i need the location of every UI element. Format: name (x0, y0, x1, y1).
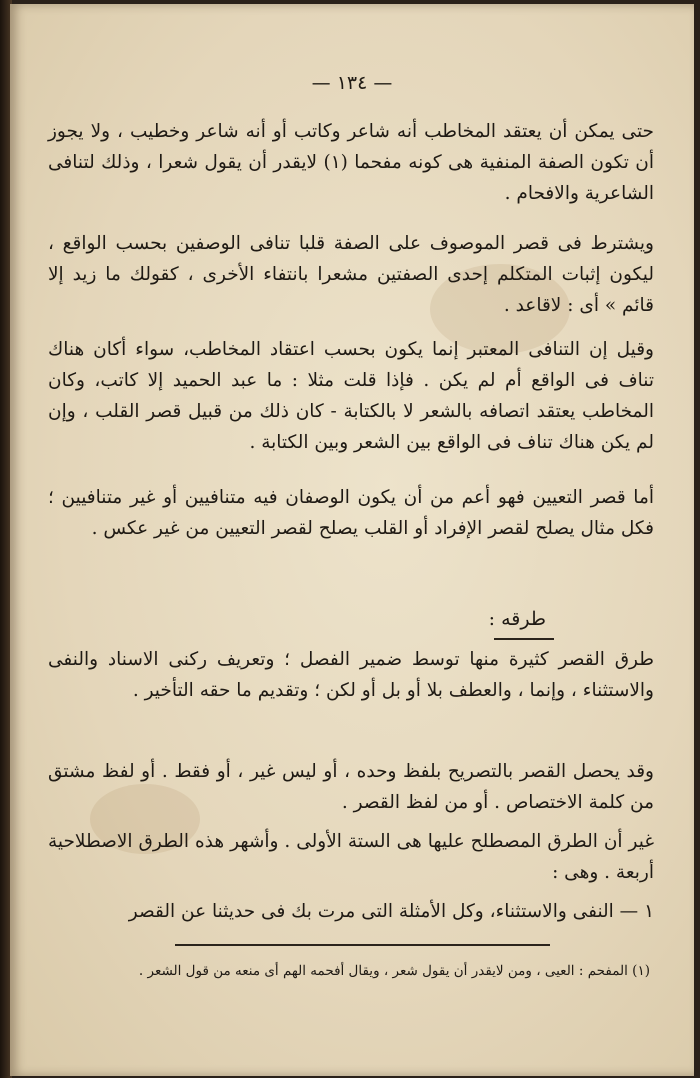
paragraph-3: وقيل إن التنافى المعتبر إنما يكون بحسب اعتقاد المخاطب، سواء أكان هناك تناف فى الواقع أم لم يكن . فإذا قلت مثلا : ما عبد الحميد إلا كاتب، وكان المخاطب يعتقد اتصافه بالشعر لا بالكتابة - كان ذلك من قبيل قصر القلب ، وإن لم يكن هناك تناف فى الواقع بين الشعر وبين الكتابة . (48, 339, 654, 453)
paragraph-7: غير أن الطرق المصطلح عليها هى الستة الأولى . وأشهر هذه الطرق الاصطلاحية أربعة . وهى : (48, 831, 654, 883)
paragraph-5: طرق القصر كثيرة منها توسط ضمير الفصل ؛ وتعريف ركنى الاسناد والنفى والاستثناء ، وإنما ، والعطف بلا أو بل أو لكن ؛ وتقديم ما حقه التأخير . (48, 649, 654, 701)
footnote: (١) المفحم : العيى ، ومن لايقدر أن يقول شعر ، ويقال أفحمه الهم أى منعه من قول الشعر . (138, 963, 650, 979)
paragraph-8: ١ — النفى والاستثناء، وكل الأمثلة التى مرت بك فى حديثنا عن القصر (128, 901, 654, 922)
paragraph-2: ويشترط فى قصر الموصوف على الصفة قلبا تنافى الوصفين بحسب الواقع ، ليكون إثبات المتكلم إحدى الصفتين مشعرا بانتفاء الأخرى ، كقولك ما زيد إلا قائم » أى : لاقاعد . (48, 233, 654, 316)
paragraph-6: وقد يحصل القصر بالتصريح بلفظ وحده ، أو ليس غير ، أو فقط . أو لفظ مشتق من كلمة الاختصاص . أو من لفظ القصر . (48, 761, 654, 813)
paragraph-4: أما قصر التعيين فهو أعم من أن يكون الوصفان فيه متنافيين أو غير متنافيين ؛ فكل مثال يصلح لقصر الإفراد أو القلب يصلح لقصر التعيين من غير عكس . (48, 487, 654, 539)
section-subheading: طرقه : (488, 608, 546, 630)
subheading-underline (494, 638, 554, 640)
footnote-divider (175, 944, 550, 946)
page-number: — ١٣٤ — (311, 72, 393, 94)
book-page (10, 4, 694, 1076)
paragraph-1: حتى يمكن أن يعتقد المخاطب أنه شاعر وكاتب أو أنه شاعر وخطيب ، ولا يجوز أن تكون الصفة المنفية هى كونه مفحما (١) لايقدر أن يقول شعرا ، وذلك لتنافى الشاعرية والافحام . (48, 121, 654, 204)
